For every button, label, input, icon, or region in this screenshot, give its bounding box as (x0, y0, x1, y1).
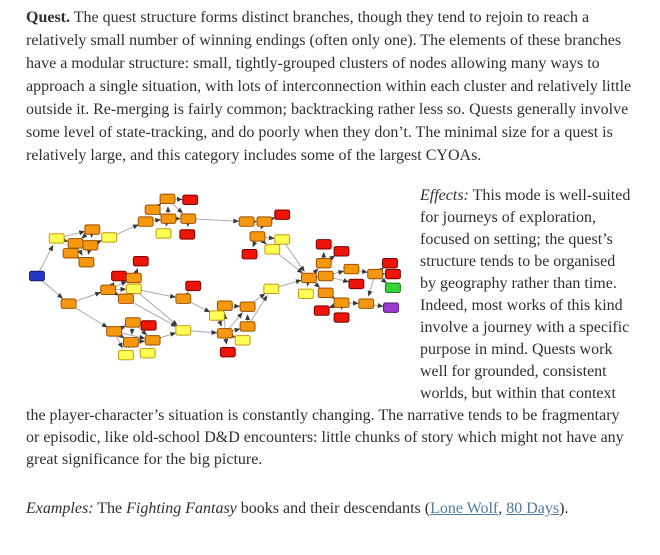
graph-node-yellow (299, 289, 314, 298)
graph-node-yellow (265, 245, 280, 254)
graph-node-orange (368, 269, 383, 278)
graph-node-yellow (126, 284, 141, 293)
graph-node-orange (85, 225, 100, 234)
graph-node-orange (61, 299, 76, 308)
lone-wolf-link[interactable]: Lone Wolf (430, 500, 499, 517)
graph-node-orange (250, 232, 265, 241)
graph-node-orange (126, 273, 141, 282)
effects-section (26, 185, 634, 471)
graph-node-orange (240, 302, 255, 311)
graph-node-yellow (235, 336, 250, 345)
graph-node-yellow (49, 234, 64, 243)
graph-node-orange (217, 301, 232, 310)
effects-label: Effects: (420, 187, 469, 204)
effects-body: This mode is well-suited for journeys of exploration, focused on setting; the quest’s structure tends to be organised by geography rather than time. Indeed, most works of this kind involve a journey with a specific purpose in mind. (420, 187, 631, 358)
quest-paragraph (26, 6, 634, 167)
graph-node-orange (176, 294, 191, 303)
graph-node-orange (123, 338, 138, 347)
graph-node-orange (240, 322, 255, 331)
graph-node-orange (63, 249, 78, 258)
graph-node-yellow (210, 311, 225, 320)
graph-node-orange (107, 327, 122, 336)
graph-node-red (316, 240, 331, 249)
graph-node-yellow (119, 350, 134, 359)
graph-node-yellow (275, 235, 290, 244)
quest-structure-figure (8, 187, 412, 365)
graph-node-orange (318, 288, 333, 297)
graph-node-red (383, 258, 398, 267)
graph-node-green (386, 283, 401, 292)
graph-node-yellow (264, 284, 279, 293)
graph-node-red (133, 256, 148, 265)
graph-node-orange (359, 299, 374, 308)
examples-post-text: ). (559, 500, 569, 517)
quest-structure-graph-image (8, 187, 412, 365)
graph-node-orange (119, 294, 134, 303)
graph-node-orange (217, 329, 232, 338)
quest-paragraph-body: The quest structure forms distinct branches, though they tend to rejoin to reach a relatively small number of winning endings (often only one). The elements of these branches have a modular structure: small, tightly-grouped clusters of nodes allowing many ways to approach a single situation, with lots of interconnection within each cluster and relatively little outside it. Re-merging is fairly common; backtracking rather less so. Quests generally involve some level of state-tracking, and do poorly when they don’t. The minimal size for a quest is relatively large, and this category includes some of the largest CYOAs. (26, 9, 632, 164)
examples-paragraph (26, 497, 634, 520)
graph-node-yellow (176, 326, 191, 335)
examples-work-title: Fighting Fantasy (126, 500, 237, 517)
graph-node-orange (160, 194, 175, 203)
graph-node-orange (145, 336, 160, 345)
graph-node-orange (181, 214, 196, 223)
graph-node-blue (30, 271, 45, 280)
graph-node-red (183, 195, 198, 204)
graph-node-orange (316, 258, 331, 267)
graph-node-red (386, 269, 401, 278)
graph-node-orange (161, 214, 176, 223)
graph-node-orange (68, 239, 83, 248)
graph-node-orange (344, 264, 359, 273)
eighty-days-link[interactable]: 80 Days (506, 500, 560, 517)
graph-node-orange (138, 217, 153, 226)
graph-node-red (220, 347, 235, 356)
graph-node-red (275, 210, 290, 219)
effects-continuation: Quests work well for grounded, consistent worlds, but within that context the player-character’s situation is constantly changing. The narrative tends to be fragmentary or episodic, like old-school D&D encounters: little chunks of story which might not have any great significance for the big picture. (26, 341, 624, 468)
graph-node-red (112, 271, 127, 280)
graph-edges (37, 199, 386, 348)
graph-node-orange (83, 241, 98, 250)
examples-mid-text: books and their descendants ( (236, 500, 431, 517)
graph-node-yellow (156, 229, 171, 238)
graph-nodes (30, 194, 401, 360)
graph-node-yellow (102, 233, 117, 242)
graph-node-red (180, 230, 195, 239)
graph-node-red (334, 313, 349, 322)
graph-node-red (349, 279, 364, 288)
graph-node-red (242, 250, 257, 259)
graph-node-red (334, 247, 349, 256)
graph-node-orange (257, 217, 272, 226)
graph-node-orange (239, 217, 254, 226)
graph-node-yellow (140, 348, 155, 357)
graph-node-orange (125, 318, 140, 327)
graph-node-orange (101, 285, 116, 294)
graph-node-red (314, 306, 329, 315)
examples-pre-text: The (93, 500, 127, 517)
graph-node-orange (79, 257, 94, 266)
graph-node-orange (318, 271, 333, 280)
graph-node-orange (145, 205, 160, 214)
graph-node-orange (334, 298, 349, 307)
graph-node-red (186, 281, 201, 290)
examples-separator: , (498, 500, 507, 517)
graph-node-orange (301, 273, 316, 282)
graph-node-purple (384, 303, 399, 312)
examples-label: Examples: (26, 500, 94, 517)
graph-node-red (141, 321, 156, 330)
quest-paragraph-lead: Quest. (26, 9, 70, 26)
